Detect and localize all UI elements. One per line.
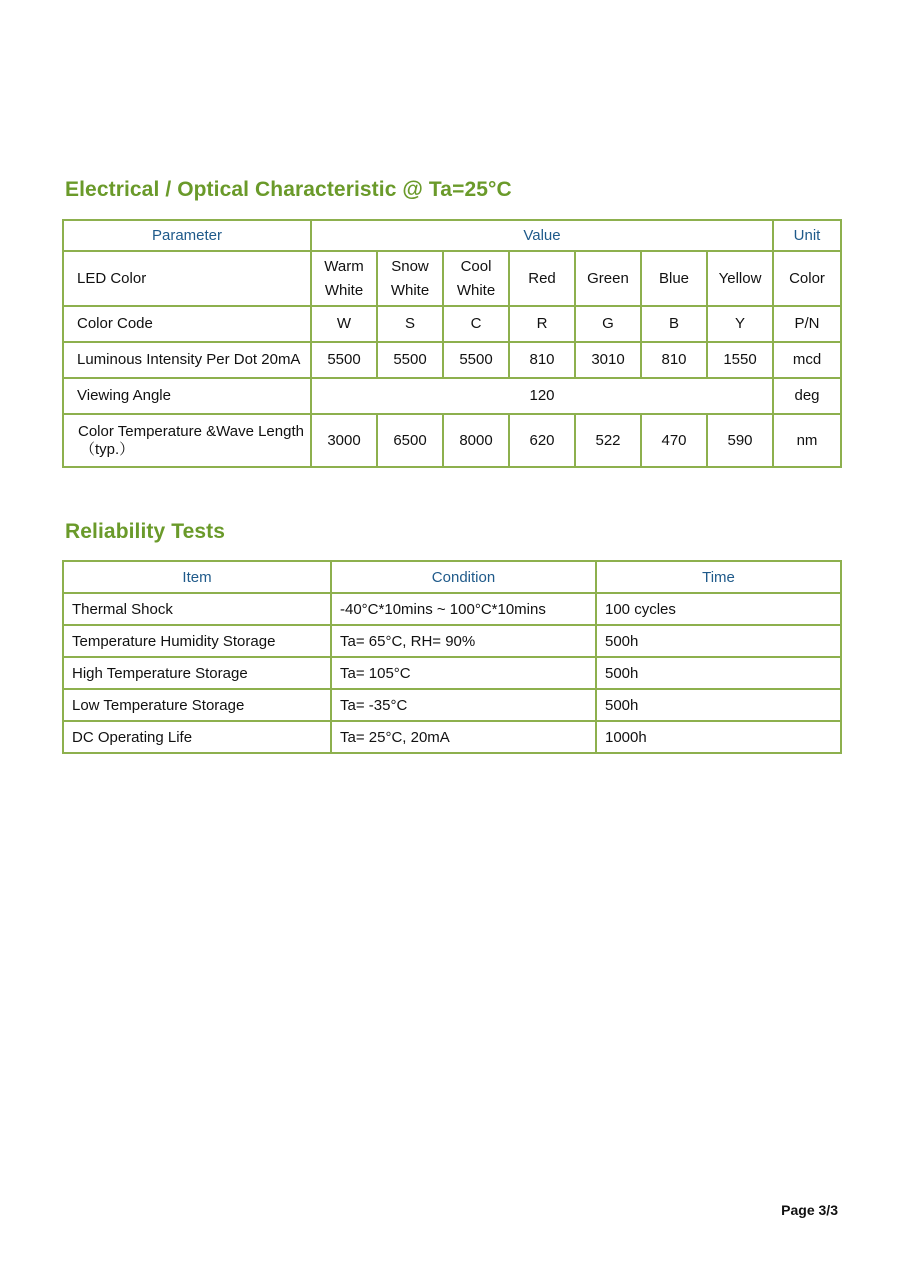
item-cell: High Temperature Storage — [63, 657, 331, 689]
table-header-row — [63, 220, 841, 251]
header-condition: Condition — [331, 561, 596, 593]
table-row — [63, 689, 841, 721]
table-row — [63, 251, 841, 306]
condition-cell: Ta= 65°C, RH= 90% — [331, 625, 596, 657]
value-cell: 810 — [509, 342, 575, 378]
value-cell: 1550 — [707, 342, 773, 378]
value-cell: R — [509, 306, 575, 342]
page-number: Page 3/3 — [781, 1202, 838, 1218]
value-cell: B — [641, 306, 707, 342]
time-cell: 500h — [596, 625, 841, 657]
value-cell: 5500 — [377, 342, 443, 378]
value-cell: Warm White — [311, 251, 377, 306]
unit-cell: mcd — [773, 342, 841, 378]
unit-cell: P/N — [773, 306, 841, 342]
table-row — [63, 657, 841, 689]
value-cell: Blue — [641, 251, 707, 306]
value-cell: C — [443, 306, 509, 342]
item-cell: Thermal Shock — [63, 593, 331, 625]
reliability-tests-table — [62, 560, 842, 754]
unit-cell: nm — [773, 414, 841, 467]
param-label: Luminous Intensity Per Dot 20mA — [63, 342, 311, 378]
value-cell: 3010 — [575, 342, 641, 378]
value-cell: 522 — [575, 414, 641, 467]
value-cell: 5500 — [311, 342, 377, 378]
header-unit: Unit — [773, 220, 841, 251]
table-row — [63, 342, 841, 378]
table-row — [63, 593, 841, 625]
value-cell: W — [311, 306, 377, 342]
value-cell: S — [377, 306, 443, 342]
table-row — [63, 414, 841, 467]
item-cell: Temperature Humidity Storage — [63, 625, 331, 657]
param-label: Color Code — [63, 306, 311, 342]
value-cell: 5500 — [443, 342, 509, 378]
value-cell: Green — [575, 251, 641, 306]
unit-cell: deg — [773, 378, 841, 414]
param-label: Viewing Angle — [63, 378, 311, 414]
condition-cell: Ta= 105°C — [331, 657, 596, 689]
value-cell: Red — [509, 251, 575, 306]
time-cell: 500h — [596, 657, 841, 689]
value-cell: Cool White — [443, 251, 509, 306]
table-row — [63, 625, 841, 657]
reliability-section-title: Reliability Tests — [65, 520, 226, 543]
value-cell: Yellow — [707, 251, 773, 306]
value-cell: G — [575, 306, 641, 342]
value-cell: Y — [707, 306, 773, 342]
table-row — [63, 306, 841, 342]
table-row — [63, 721, 841, 753]
header-parameter: Parameter — [63, 220, 311, 251]
value-cell: 3000 — [311, 414, 377, 467]
value-cell: 590 — [707, 414, 773, 467]
param-label — [63, 414, 311, 467]
header-item: Item — [63, 561, 331, 593]
electrical-section-title: Electrical / Optical Characteristic @ Ta=25°C — [65, 178, 512, 201]
item-cell: DC Operating Life — [63, 721, 331, 753]
value-cell: 620 — [509, 414, 575, 467]
time-cell: 100 cycles — [596, 593, 841, 625]
time-cell: 1000h — [596, 721, 841, 753]
value-cell: 6500 — [377, 414, 443, 467]
value-cell: 8000 — [443, 414, 509, 467]
condition-cell: -40°C*10mins ~ 100°C*10mins — [331, 593, 596, 625]
condition-cell: Ta= -35°C — [331, 689, 596, 721]
param-label: LED Color — [63, 251, 311, 306]
value-cell: 810 — [641, 342, 707, 378]
item-cell: Low Temperature Storage — [63, 689, 331, 721]
value-cell: Snow White — [377, 251, 443, 306]
value-cell-merged: 120 — [311, 378, 773, 414]
table-header-row — [63, 561, 841, 593]
header-value: Value — [311, 220, 773, 251]
condition-cell: Ta= 25°C, 20mA — [331, 721, 596, 753]
table-row — [63, 378, 841, 414]
time-cell: 500h — [596, 689, 841, 721]
unit-cell: Color — [773, 251, 841, 306]
value-cell: 470 — [641, 414, 707, 467]
param-label-main: Color Temperature &Wave Length — [78, 422, 304, 440]
param-label-note: （typ.） — [80, 440, 135, 458]
header-time: Time — [596, 561, 841, 593]
electrical-optical-table — [62, 219, 842, 468]
